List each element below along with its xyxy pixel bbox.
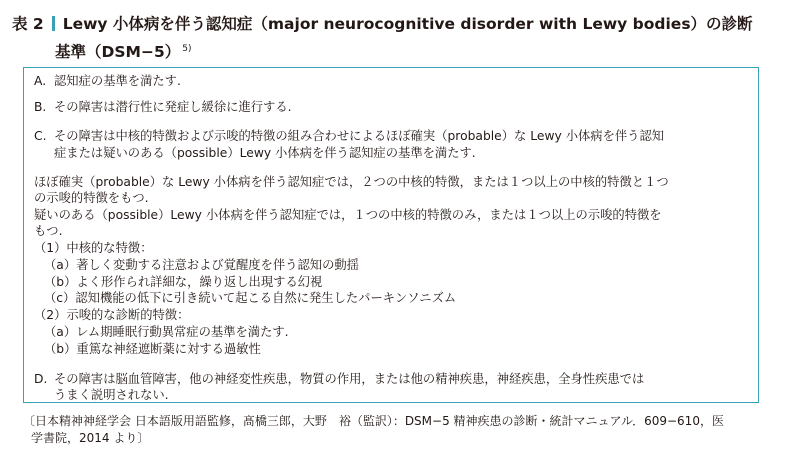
suggestive-feature-item: （a）レム期睡眠行動異常症の基準を満たす.: [44, 325, 289, 339]
criterion-a: [34, 73, 181, 90]
table-label: 表 2: [12, 15, 44, 33]
criterion-c-continued: 症または疑いのある（possible）Lewy 小体病を伴う認知症の基準を満たす.: [54, 146, 476, 160]
criterion-d-continued: うまく説明されない.: [54, 388, 169, 402]
title-text-1: Lewy 小体病を伴う認知症（major neurocognitive disorder with Lewy bodies）の診断: [62, 15, 753, 33]
note-probable-line-1: ほぼ確実（probable）な Lewy 小体病を伴う認知症では，２つの中核的特徴，または１つ以上の中核的特徴と１つ: [34, 175, 669, 189]
title-accent-bar: [52, 16, 55, 31]
criterion-text: その障害は脳血管障害，他の神経変性疾患，物質の作用，または他の精神疾患，神経疾患，全身性疾患では: [54, 372, 645, 386]
title-reference: 5): [182, 44, 192, 54]
criterion-text: 認知症の基準を満たす.: [54, 74, 181, 88]
criterion-d: [34, 371, 644, 388]
core-feature-item: （b）よく形作られ詳細な，繰り返し出現する幻視: [44, 275, 323, 289]
core-feature-item: （a）著しく変動する注意および覚醒度を伴う認知の動揺: [44, 258, 359, 272]
title-line-2: [12, 37, 772, 65]
note-probable-line-2: の示唆的特徴をもつ.: [34, 191, 149, 205]
core-feature-item: （c）認知機能の低下に引き続いて起こる自然に発生したパーキンソニズム: [44, 291, 457, 305]
note-possible-line-1: 疑いのある（possible）Lewy 小体病を伴う認知症では，１つの中核的特徴のみ，または１つ以上の示唆的特徴を: [34, 208, 662, 222]
criterion-c: [34, 128, 664, 145]
criterion-b: [34, 99, 292, 116]
title-line-1: [12, 12, 772, 37]
criterion-key: C.: [34, 129, 47, 143]
criterion-key: B.: [34, 100, 47, 114]
criterion-key: A.: [34, 74, 47, 88]
source-citation: [23, 413, 773, 447]
source-line-2: 学書院，2014 より〕: [31, 431, 150, 445]
core-features-heading: （1）中核的な特徴：: [34, 241, 153, 255]
suggestive-features-heading: （2）示唆的な診断的特徴：: [34, 308, 190, 322]
title-text-2: 基準（DSM−5）: [55, 43, 181, 61]
criterion-text: その障害は中核的特徴および示唆的特徴の組み合わせによるほぼ確実（probable）な Lewy 小体病を伴う認知: [54, 129, 665, 143]
table-title: [12, 12, 772, 65]
note-possible-line-2: もつ.: [34, 224, 63, 238]
suggestive-feature-item: （b）重篤な神経遮断薬に対する過敏性: [44, 342, 261, 356]
criterion-key: D.: [34, 372, 48, 386]
criterion-text: その障害は潜行性に発症し緩徐に進行する.: [54, 100, 292, 114]
source-line-1: 〔日本精神神経学会 日本語版用語監修，髙橋三郎，大野 裕（監訳）：DSM−5 精神疾患の診断・統計マニュアル．609−610，医: [23, 414, 724, 428]
